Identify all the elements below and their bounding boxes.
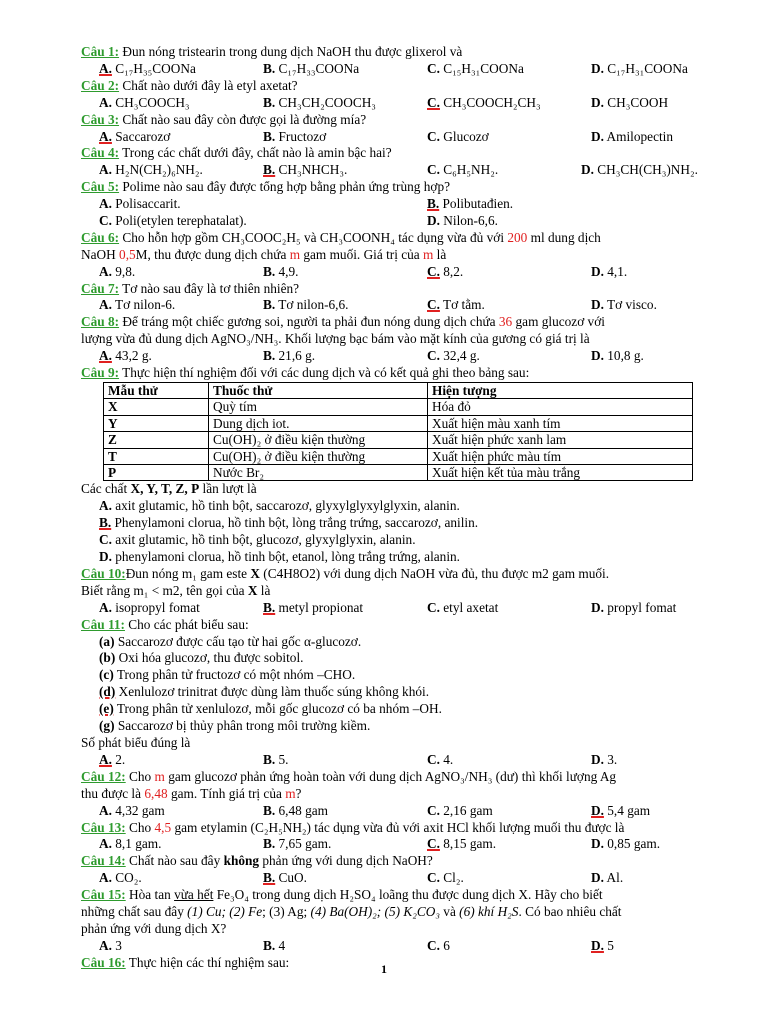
option-d[interactable]: D. CH₃COOH [591,94,669,110]
question-5 [81,179,723,230]
option-c[interactable]: C. etyl axetat [427,599,499,615]
question-text: lần lượt là [199,481,257,497]
option-a[interactable]: A. Polisaccarit. [99,196,181,212]
options-row [81,196,723,213]
table-cell: P [104,465,209,481]
value-highlight: 36 [498,314,513,330]
option-b[interactable]: B. Phenylamoni clorua, hồ tinh bột, lòng trắng trứng, saccarozơ, anilin. [99,515,479,531]
option-b[interactable]: B. CH₃CH₂COOCH₃ [263,94,376,110]
question-3 [81,112,723,146]
statement-item: (b) Oxi hóa glucozơ, thu được sobitol. [99,650,304,666]
option-a[interactable]: A. 3 [99,937,122,953]
options-row [81,938,723,955]
question-text: X, Y, T, Z, P [130,481,200,497]
option-c[interactable]: C. 6 [427,937,450,953]
value-highlight: 6,48 [144,785,168,801]
question-text: X [250,565,260,581]
option-d[interactable]: D. Nilon-6,6. [427,212,498,228]
option-c[interactable]: C. Tơ tằm. [427,297,485,313]
question-number: Câu 13: [81,819,126,835]
option-b[interactable]: B. 6,48 gam [263,802,329,818]
table-cell: Quỳ tím [209,399,428,415]
value-highlight: m [285,785,296,801]
table-cell: Xuất hiện kết tủa màu trắng [428,465,693,481]
question-text: (6) khí H₂S [459,904,519,919]
table-cell: Z [104,432,209,448]
question-text: phản ứng với dung dịch X? [81,920,227,936]
options-row [81,162,723,179]
question-number: Câu 3: [81,111,120,127]
question-text: Để tráng một chiếc gương soi, người ta phải đun nóng dung dịch chứa [119,314,499,330]
question-text: Cho [125,768,155,784]
option-c[interactable]: C. 8,2. [427,263,464,279]
options-row [81,264,723,281]
options-row [81,297,723,314]
table-cell: Xuất hiện phức màu tím [428,448,693,464]
question-text: ; (3) Ag; [262,904,311,919]
option-c[interactable]: C. C₆H₅NH₂. [427,162,499,178]
option-d[interactable]: D. 4,1. [591,263,628,279]
question-text: Cho các phát biểu sau: [124,616,249,632]
question-number: Câu 4: [81,145,120,161]
page-number: 1 [381,962,387,976]
question-number: Câu 16: [81,954,126,970]
question-text: Fe₃O₄ trong dung dịch H₂SO₄ loãng thu được dung dịch X. Hãy cho biết [213,887,603,903]
table-header: Thuốc thử [209,382,428,398]
question-number: Câu 1: [81,44,120,59]
value-highlight: 200 [507,229,528,245]
statement-item: (d) Xenlulozơ trinitrat được dùng làm thuốc súng không khói. [99,684,430,700]
option-b[interactable]: B. metyl propionat [263,599,364,615]
option-b[interactable]: B. CuO. [263,870,307,886]
option-b[interactable]: B. 7,65 gam. [263,836,332,852]
question-number: Câu 6: [81,229,120,245]
option-c[interactable]: C. C₁₅H₃₁COONa [427,60,524,76]
question-15 [81,887,723,955]
option-d[interactable]: D. propyl fomat [591,599,677,615]
value-highlight: m [154,768,165,784]
question-11 [81,617,723,769]
exam-sheet [81,44,723,972]
option-a[interactable]: A. CH₃COOCH₃ [99,94,190,110]
value-highlight: 0,5 [119,246,136,262]
question-text: gam. Tính giá trị của [167,785,286,801]
question-1 [81,44,723,78]
table-cell: Cu(OH)₂ ở điều kiện thường [209,432,428,448]
statement-item: (e) Trong phân tử xenlulozơ, mỗi gốc glucozơ có ba nhóm –OH. [99,701,442,717]
option-a[interactable]: A. 43,2 g. [99,348,152,364]
question-text: (1) Cu; (2) Fe [187,904,263,919]
question-text: gam muối. Giá trị của [300,246,424,262]
question-number: Câu 2: [81,77,120,93]
option-a[interactable]: A. 9,8. [99,263,136,279]
options-row [81,61,723,78]
value-highlight: m [289,246,301,262]
option-d[interactable]: D. phenylamoni clorua, hồ tinh bột, etanol, lòng trắng trứng, alanin. [99,549,460,565]
option-a[interactable]: A. Saccarozơ [99,128,171,144]
table-cell: Y [104,415,209,431]
option-c[interactable]: C. CH₃COOCH₂CH₃ [427,94,541,110]
option-c[interactable]: C. 2,16 gam [427,802,493,818]
question-text: X [247,582,258,598]
question-14 [81,853,723,887]
question-text: (4) Ba(OH)₂; (5) K₂CO₃ [310,904,440,919]
table-cell: Hóa đỏ [428,399,693,415]
option-a[interactable]: A. 2. [99,751,126,767]
question-text: M, thu được dung dịch chứa [135,246,290,262]
options-row [81,836,723,853]
option-d[interactable]: D. 3. [591,751,618,767]
question-text: vừa hết [174,887,214,903]
value-highlight: 4,5 [154,819,172,835]
question-text: những chất sau đây [81,904,188,919]
option-c[interactable]: C. Glucozơ [427,128,489,144]
option-d[interactable]: D. Tơ visco. [591,297,657,313]
question-text: phản ứng với dung dịch NaOH? [259,853,433,869]
question-text: Thực hiện các thí nghiệm sau: [125,954,290,970]
question-9 [81,365,723,566]
question-text: . Có bao nhiêu chất [518,904,622,919]
table-row [104,432,693,448]
option-b[interactable]: B. 4,9. [263,263,299,279]
options-row [81,213,723,230]
question-text: NaOH [81,246,120,262]
option-d[interactable]: D. 10,8 g. [591,348,644,364]
question-text: Chất nào sau đây còn được gọi là đường mía? [119,111,367,127]
question-number: Câu 7: [81,280,120,296]
question-6 [81,230,723,281]
option-a[interactable]: A. isopropyl fomat [99,599,200,615]
option-d[interactable]: D. Amilopectin [591,128,674,144]
question-13 [81,820,723,854]
table-cell: T [104,448,209,464]
question-text: Đun nóng m₁ gam este [125,565,251,581]
question-number: Câu 14: [81,853,126,869]
option-c[interactable]: C. 8,15 gam. [427,836,497,852]
question-text: gam glucozơ với [512,314,605,330]
question-number: Câu 8: [81,314,120,330]
option-d[interactable]: D. C₁₇H₃₁COONa [591,60,688,76]
statement-item: (c) Trong phân tử fructozơ có một nhóm –CHO. [99,667,356,683]
question-12 [81,769,723,820]
question-2 [81,78,723,112]
option-a[interactable]: A. C₁₇H₃₅COONa [99,60,196,76]
option-c[interactable]: C. 4. [427,751,454,767]
option-a[interactable]: A. CO₂. [99,870,142,886]
options-row [81,870,723,887]
question-10 [81,566,723,617]
option-a[interactable]: A. axit glutamic, hồ tinh bột, saccarozơ, glyxylglyxylglyxin, alanin. [99,498,460,514]
option-c[interactable]: C. axit glutamic, hồ tinh bột, glucozơ, glyxylglyxin, alanin. [99,532,416,548]
question-text: Chất nào sau đây [125,853,224,869]
option-d[interactable]: D. CH₃CH(CH₃)NH₂. [581,162,698,178]
options-row [81,95,723,112]
option-b[interactable]: B. 5. [263,751,289,767]
option-c[interactable]: C. Cl₂. [427,870,464,886]
question-text: Chất nào dưới đây là etyl axetat? [119,77,298,93]
question-text: Cho hỗn hợp gồm CH₃COOC₂H₅ và CH₃COONH₄ tác dụng vừa đủ với [119,229,508,245]
question-text: Trong các chất dưới đây, chất nào là amin bậc hai? [119,145,392,161]
option-b[interactable]: B. 4 [263,937,286,953]
question-4 [81,145,723,179]
table-cell: Xuất hiện phức xanh lam [428,432,693,448]
question-text: Các chất [81,481,131,497]
option-d[interactable]: D. 5,4 gam [591,802,651,818]
question-text: thu được là [81,785,145,801]
question-text: gam glucozơ phản ứng hoàn toàn với dung dịch AgNO₃/NH₃ (dư) thì khối lượng Ag [164,768,617,784]
table-cell: Xuất hiện màu xanh tím [428,415,693,431]
question-text: Thực hiện thí nghiệm đối với các dung dịch và có kết quả ghi theo bảng sau: [119,365,530,381]
question-text: ml dung dịch [527,229,601,245]
table-row [104,415,693,431]
table-row [104,448,693,464]
question-number: Câu 9: [81,365,120,381]
question-7 [81,281,723,315]
option-b[interactable]: B. 21,6 g. [263,348,316,364]
option-c[interactable]: C. 32,4 g. [427,348,480,364]
option-d[interactable]: D. 5 [591,937,614,953]
option-a[interactable]: A. 4,32 gam [99,802,165,818]
table-header: Hiện tượng [428,382,693,398]
question-text: Cho [125,819,155,835]
option-d[interactable]: D. 0,85 gam. [591,836,661,852]
question-text: không [223,853,260,869]
question-text: Tơ nào sau đây là tơ thiên nhiên? [119,280,300,296]
option-a[interactable]: A. 8,1 gam. [99,836,162,852]
table-header-row [104,382,693,398]
value-highlight: m [423,246,434,262]
option-b[interactable]: B. Polibutađien. [427,196,514,212]
option-d[interactable]: D. Al. [591,870,624,886]
question-text: ? [295,785,302,801]
options-row [81,752,723,769]
question-text: gam etylamin (C₂H₅NH₂) tác dụng vừa đủ với axit HCl khối lượng muối thu được là [171,819,625,835]
option-b[interactable]: B. CH₃NHCH₃. [263,162,348,178]
statement-item: (g) Saccarozơ bị thủy phân trong môi trường kiềm. [99,718,371,734]
question-text: Biết rằng m₁ < m2, tên gọi của [81,582,248,598]
table-cell: X [104,399,209,415]
table-cell: Nước Br₂ [209,465,428,481]
option-a[interactable]: A. H₂N(CH₂)₆NH₂. [99,162,203,178]
table-cell: Cu(OH)₂ ở điều kiện thường [209,448,428,464]
results-table [103,382,693,481]
question-number: Câu 10: [81,565,126,581]
question-text: Hòa tan [125,887,175,903]
table-header: Mẫu thử [104,382,209,398]
question-number: Câu 11: [81,616,125,632]
options-row [81,129,723,146]
options-row [81,348,723,365]
question-number: Câu 12: [81,768,126,784]
table-row [104,465,693,481]
option-b[interactable]: B. Tơ nilon-6,6. [263,297,349,313]
question-text: Số phát biểu đúng là [81,735,191,750]
question-number: Câu 5: [81,179,120,195]
question-number: Câu 15: [81,887,126,903]
option-c[interactable]: C. Poli(etylen terephatalat). [99,212,247,228]
options-row [81,600,723,617]
question-8 [81,314,723,365]
question-text: (C4H8O2) với dung dịch NaOH vừa đủ, thu được m2 gam muối. [259,565,610,581]
statement-item: (a) Saccarozơ được cấu tạo từ hai gốc α-glucozơ. [99,633,362,649]
option-b[interactable]: B. Fructozơ [263,128,327,144]
option-b[interactable]: B. C₁₇H₃₃COONa [263,60,360,76]
question-text: và [439,904,460,919]
question-text: Polime nào sau đây được tổng hợp bằng phản ứng trùng hợp? [119,179,450,195]
question-text: Đun nóng tristearin trong dung dịch NaOH thu được glixerol và [119,44,463,59]
table-row [104,399,693,415]
options-row [81,803,723,820]
question-text: lượng vừa đủ dung dịch AgNO₃/NH₃. Khối lượng bạc bám vào mặt kính của gương có giá trị là [81,331,590,347]
table-cell: Dung dịch iot. [209,415,428,431]
option-a[interactable]: A. Tơ nilon-6. [99,297,176,313]
question-text: là [433,246,447,262]
question-text: là [257,582,271,598]
